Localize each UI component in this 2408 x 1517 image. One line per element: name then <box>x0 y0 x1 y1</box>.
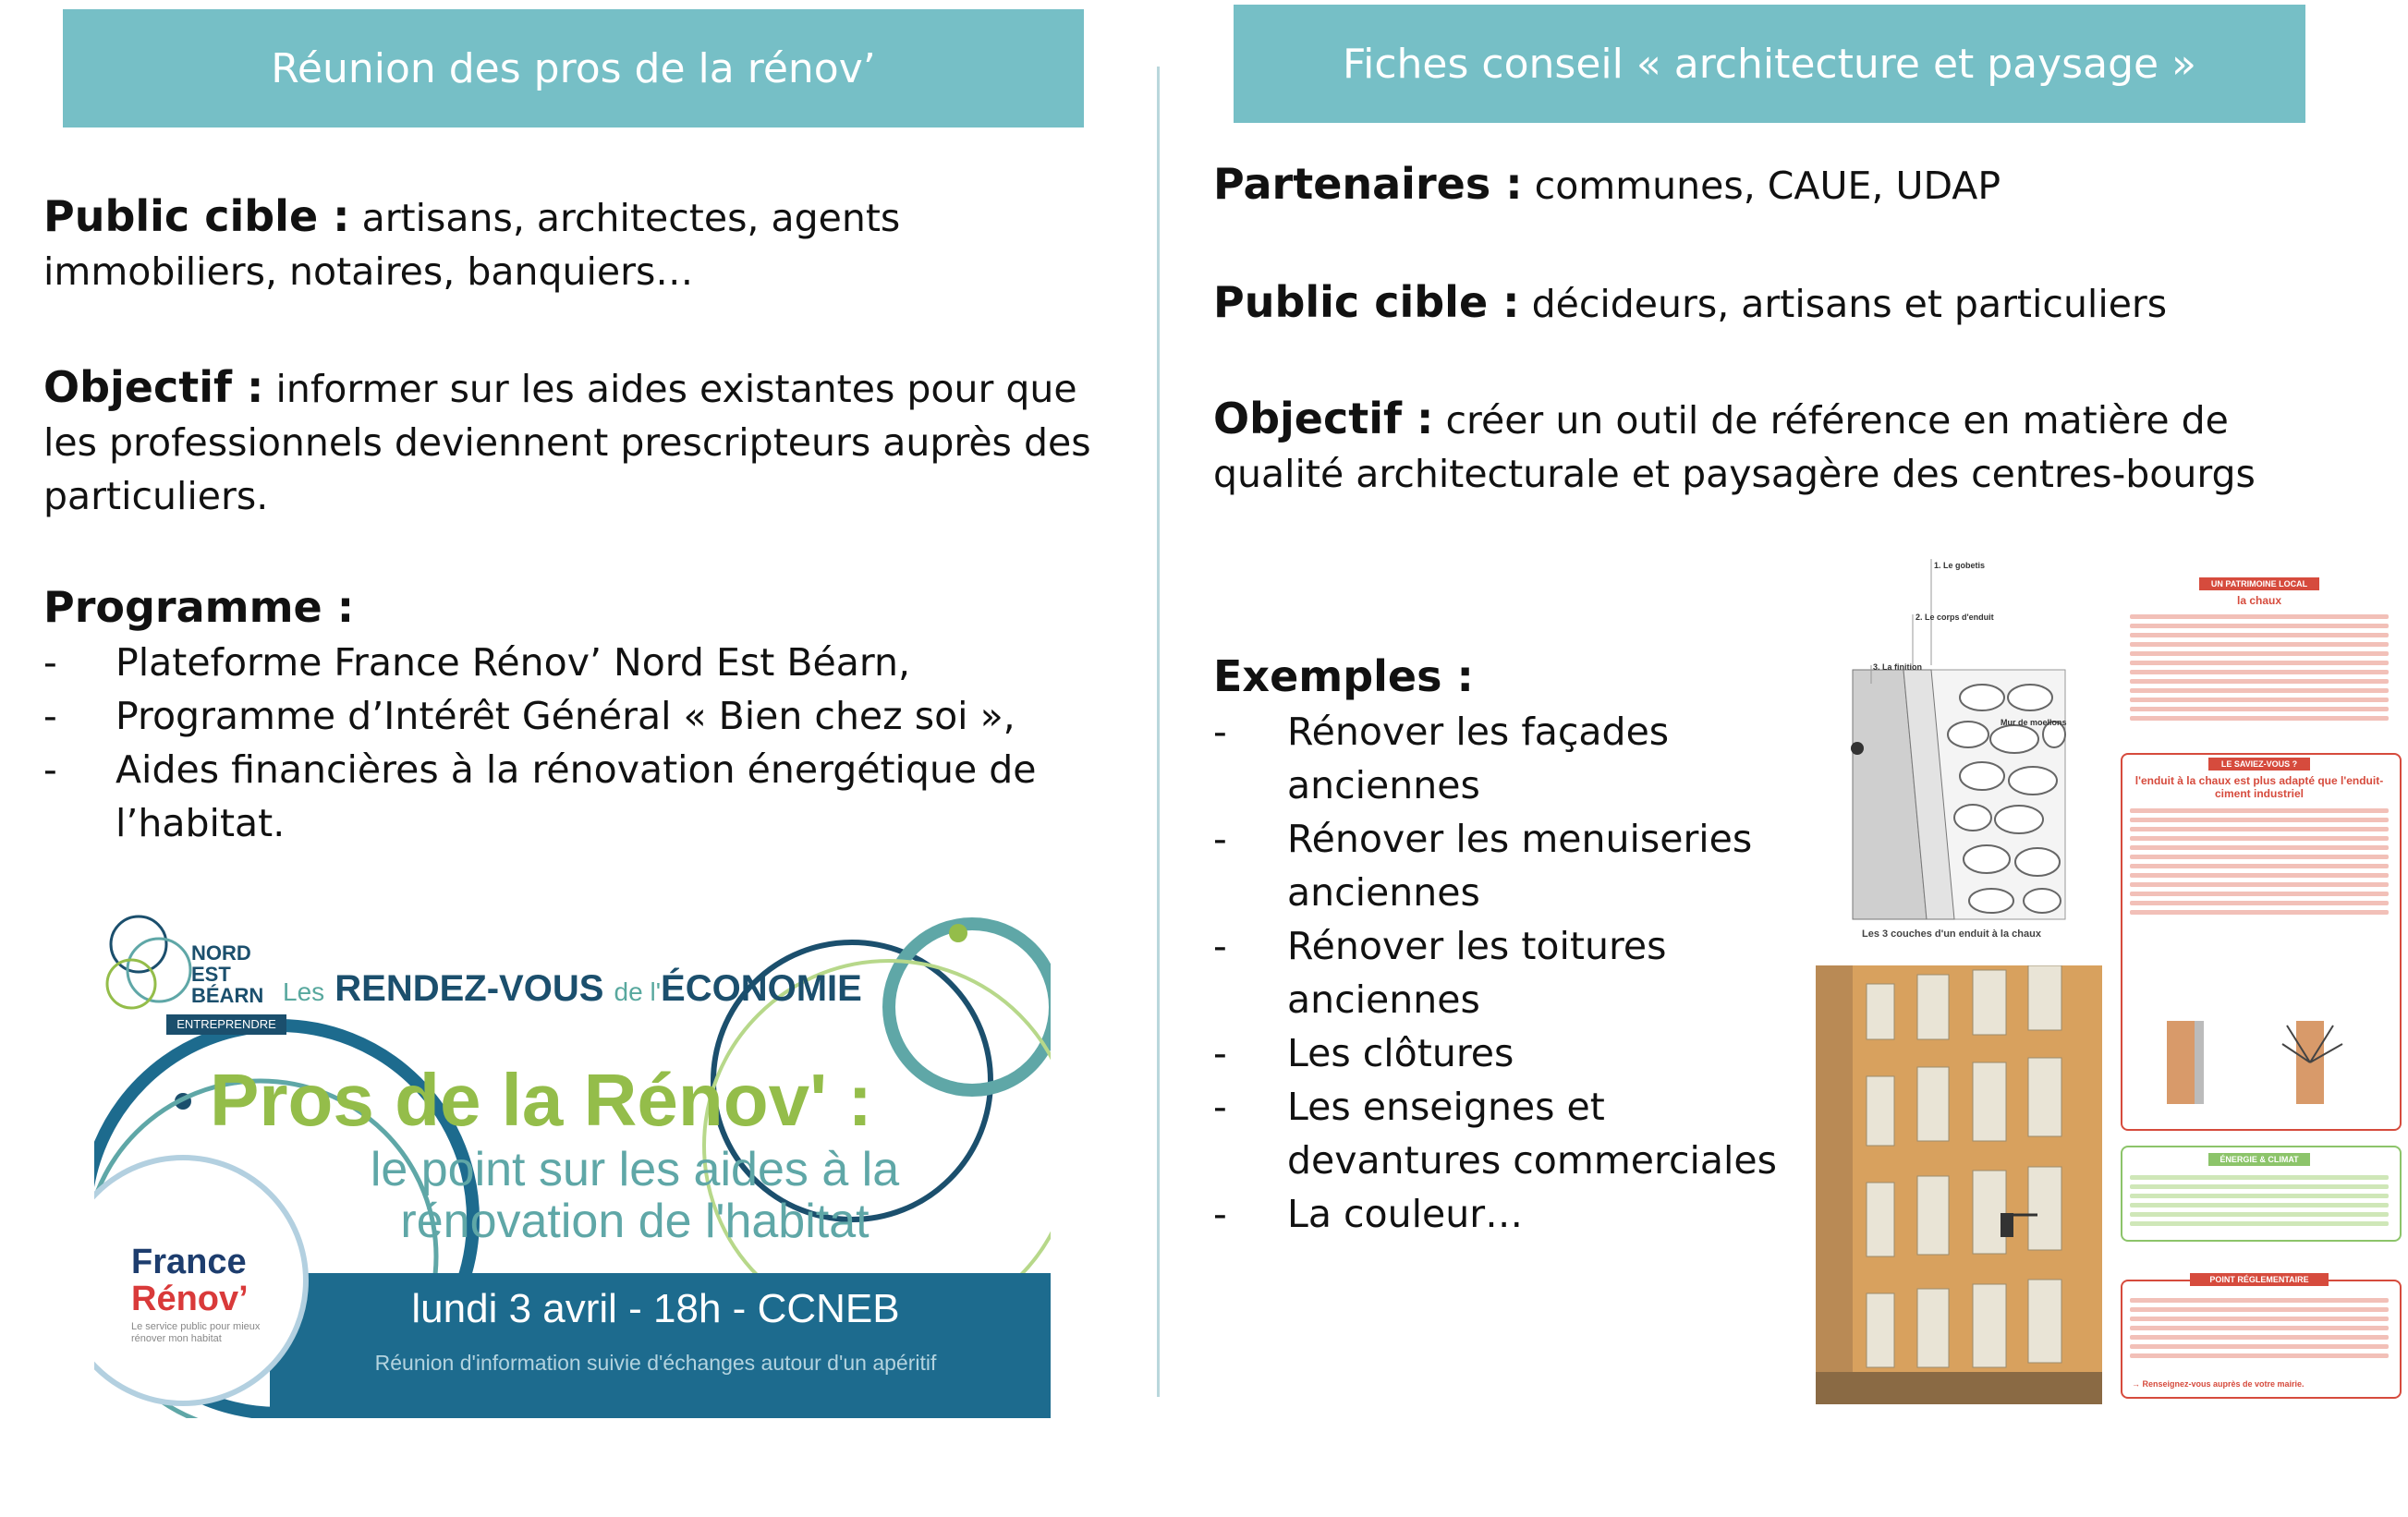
sketch-label: 2. Le corps d'enduit <box>1915 613 1994 622</box>
fiche-text-block <box>2130 1298 2389 1363</box>
sketch-label: 1. Le gobetis <box>1934 561 1986 570</box>
fiche-text-block <box>2130 1175 2389 1231</box>
left-banner-title: Réunion des pros de la rénov’ <box>271 44 876 92</box>
left-section-banner <box>63 9 1084 127</box>
france-renov-tagline: Le service public pour mieux rénover mon habitat <box>131 1321 261 1344</box>
flyer-subtitle <box>302 1144 967 1247</box>
flyer-date: lundi 3 avril - 18h - CCNEB <box>411 1286 900 1331</box>
facade-photo <box>1816 965 2102 1404</box>
subtitle-line: le point sur les aides à la <box>370 1143 900 1196</box>
fiche-tag: ÉNERGIE & CLIMAT <box>2208 1153 2310 1166</box>
wall-sketch-drawing <box>1816 550 2102 956</box>
fiche-mairie-link: → Renseignez-vous auprès de votre mairie. <box>2132 1379 2305 1389</box>
left-objectif <box>43 360 1097 523</box>
facade-drawing <box>1816 965 2102 1404</box>
programme-list <box>43 636 1152 850</box>
logo-line: BÉARN <box>191 984 264 1007</box>
list-item: - Plateforme France Rénov’ Nord Est Béarn, <box>43 636 1152 689</box>
right-exemples <box>1213 649 1805 1241</box>
sketch-caption: Les 3 couches d'un enduit à la chaux <box>1862 928 2041 940</box>
logo-line: EST <box>191 963 231 986</box>
list-item: - Programme d’Intérêt Général « Bien chez soi », <box>43 689 1152 743</box>
france-renov-logo <box>131 1244 249 1317</box>
fiche-title: l'enduit à la chaux est plus adapté que l'enduit-ciment industriel <box>2134 774 2384 800</box>
sketch-label: 3. La finition <box>1873 662 1922 672</box>
right-public-cible <box>1213 275 2378 331</box>
fr-line: France <box>131 1243 247 1281</box>
fiche-tag: POINT RÉGLEMENTAIRE <box>2190 1273 2329 1286</box>
left-objectif-text: informer sur les aides existantes pour que les professionnels deviennent prescripteurs auprès des particuliers. <box>43 367 1091 518</box>
list-item: - Les clôtures <box>1213 1026 1805 1080</box>
rdv-les: Les <box>283 977 325 1006</box>
right-partenaires-label: Partenaires : <box>1213 159 1523 209</box>
fiche-conseil-page <box>2121 554 2400 1404</box>
wall-layers-sketch <box>1816 550 2102 956</box>
fiche-text-block <box>2130 614 2389 725</box>
flyer-info: Réunion d'information suivie d'échanges autour d'un apéritif <box>374 1351 937 1375</box>
right-partenaires-text: communes, CAUE, UDAP <box>1522 164 2001 208</box>
right-section-banner <box>1234 5 2305 123</box>
subtitle-line: rénovation de l'habitat <box>400 1195 870 1248</box>
list-item: - Rénover les toitures anciennes <box>1213 919 1805 1026</box>
list-item: - Rénover les menuiseries anciennes <box>1213 812 1805 919</box>
left-public-text: artisans, architectes, agents immobiliers, notaires, banquiers… <box>43 196 901 294</box>
flyer-logo-text <box>191 942 263 1006</box>
column-divider <box>1157 67 1160 1397</box>
left-objectif-label: Objectif : <box>43 362 264 412</box>
flyer-title: Pros de la Rénov' : <box>210 1059 872 1141</box>
fr-line: Rénov’ <box>131 1280 249 1318</box>
rdv-main: RENDEZ-VOUS <box>334 968 604 1009</box>
rdv-de: de l' <box>614 977 662 1006</box>
fiche-wall-diagrams <box>2121 1012 2398 1123</box>
logo-ring-2 <box>128 939 190 1001</box>
fiche-title: la chaux <box>2236 594 2282 607</box>
fiche-tag: LE SAVIEZ-VOUS ? <box>2208 758 2310 771</box>
right-banner-title: Fiches conseil « architecture et paysage » <box>1343 40 2196 88</box>
left-programme <box>43 580 1152 850</box>
right-exemples-label: Exemples : <box>1213 651 1474 701</box>
flyer-logo-sub: ENTREPRENDRE <box>166 1014 286 1035</box>
fiche-text-block <box>2130 808 2389 919</box>
left-programme-label: Programme : <box>43 582 355 632</box>
right-objectif-text: créer un outil de référence en matière de qualité architecturale et paysagère des centres-bourgs <box>1213 398 2256 496</box>
event-flyer-image <box>94 905 1051 1418</box>
right-public-text: décideurs, artisans et particuliers <box>1519 282 2168 326</box>
list-item: - Les enseignes et devantures commerciales <box>1213 1080 1805 1187</box>
list-item: - Rénover les façades anciennes <box>1213 705 1805 812</box>
left-public-label: Public cible : <box>43 191 350 241</box>
rdv-eco: ÉCONOMIE <box>661 968 862 1009</box>
sketch-label: Mur de moellons <box>2001 718 2067 727</box>
left-public-cible <box>43 189 1097 298</box>
right-partenaires <box>1213 157 2378 212</box>
exemples-list <box>1213 705 1805 1241</box>
list-item: - La couleur… <box>1213 1187 1805 1241</box>
right-objectif <box>1213 392 2322 501</box>
logo-line: NORD <box>191 941 251 965</box>
list-item: - Aides financières à la rénovation énergétique de l’habitat. <box>43 743 1152 850</box>
flyer-rdv-heading <box>283 968 862 1010</box>
decor-dot <box>949 924 967 942</box>
fiche-tag: UN PATRIMOINE LOCAL <box>2199 577 2319 590</box>
right-objectif-label: Objectif : <box>1213 394 1434 443</box>
right-public-label: Public cible : <box>1213 277 1520 327</box>
